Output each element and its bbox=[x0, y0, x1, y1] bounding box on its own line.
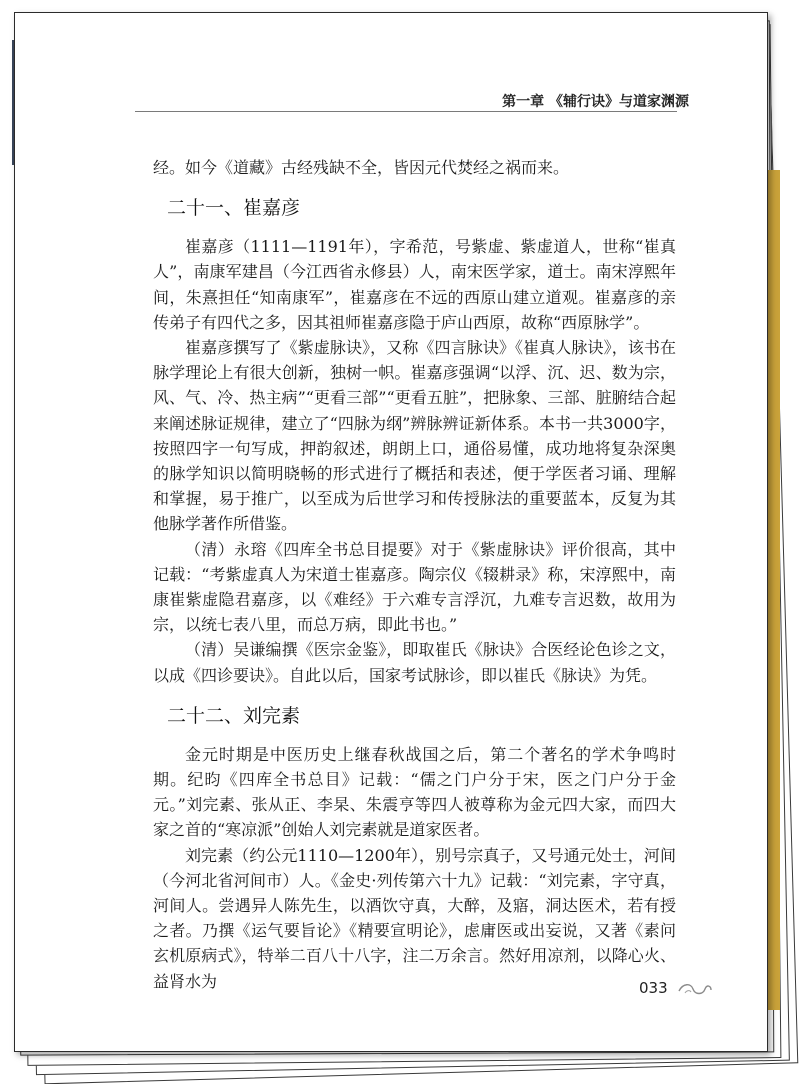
paragraph: 金元时期是中医历史上继春秋战国之后，第二个著名的学术争鸣时期。纪昀《四库全书总目》记载：“儒之门户分于宋，医之门户分于金元。”刘完素、张从正、李杲、朱震亨等四人被尊称为金元四大家，而四大家之首的“寒凉派”创始人刘完素就是道家医者。 bbox=[153, 744, 676, 840]
page-body bbox=[153, 155, 676, 994]
section-heading: 二十一、崔嘉彦 bbox=[167, 197, 301, 220]
book-page bbox=[14, 12, 768, 1052]
header-rule bbox=[135, 111, 677, 112]
paragraph: 崔嘉彦撰写了《紫虚脉诀》，又称《四言脉诀》《崔真人脉诀》，该书在脉学理论上有很大创新，独树一帜。崔嘉彦强调“以浮、沉、迟、数为宗，风、气、冷、热主病”“更看三部”“更看五脏”，把脉象、三部、脏腑结合起来阐述脉证规律，建立了“四脉为纲”辨脉辨证新体系。本书一共3000字，按照四字一句写成，押韵叙述，朗朗上口，通俗易懂，成功地将复杂深奥的脉学知识以简明晓畅的形式进行了概括和表述，便于学医者习诵、理解和掌握，易于推广，以至成为后世学习和传授脉法的重要蓝本，反复为其他脉学著作所借鉴。 bbox=[153, 338, 676, 534]
running-head: 第一章 《辅行诀》与道家渊源 bbox=[502, 94, 689, 110]
book-spine-right bbox=[768, 170, 780, 1010]
paragraph: （清）永瑢《四库全书总目提要》对于《紫虚脉诀》评价很高，其中记载：“考紫虚真人为宋道士崔嘉彦。陶宗仪《辍耕录》称，宋淳熙中，南康崔紫虚隐君嘉彦，以《难经》于六难专言浮沉，九难专言迟数，故用为宗，以统七表八里，而总万病，即此书也。” bbox=[153, 539, 676, 635]
page-number: 033 bbox=[639, 979, 668, 997]
paragraph: 崔嘉彦（1111—1191年），字希范，号紫虚、紫虚道人，世称“崔真人”，南康军建昌（今江西省永修县）人，南宋医学家，道士。南宋淳熙年间，朱熹担任“知南康军”，崔嘉彦在不远的西原山建立道观。崔嘉彦的亲传弟子有四代之多，因其祖师崔嘉彦隐于庐山西原，故称“西原脉学”。 bbox=[153, 237, 676, 332]
paragraph: 刘完素（约公元1110—1200年），别号宗真子，又号通元处士，河间（今河北省河间市）人。《金史·列传第六十九》记载：“刘完素，字守真，河间人。尝遇异人陈先生，以酒饮守真，大醉，及寤，洞达医术，若有授之者。乃撰《运气要旨论》《精要宣明论》，虑庸医或出妄说，又著《素问玄机原病式》，特举二百八十八字，注二万余言。然好用凉剂，以降心火、益肾水为 bbox=[153, 845, 676, 991]
cloud-ornament-icon bbox=[677, 981, 713, 997]
paragraph: （清）吴谦编撰《医宗金鉴》，即取崔氏《脉诀》合医经论色诊之文，以成《四诊要诀》。自此以后，国家考试脉诊，即以崔氏《脉诀》为凭。 bbox=[153, 640, 676, 685]
section-heading: 二十二、刘完素 bbox=[167, 704, 301, 727]
paragraph: 经。如今《道藏》古经残缺不全，皆因元代焚经之祸而来。 bbox=[153, 158, 570, 177]
